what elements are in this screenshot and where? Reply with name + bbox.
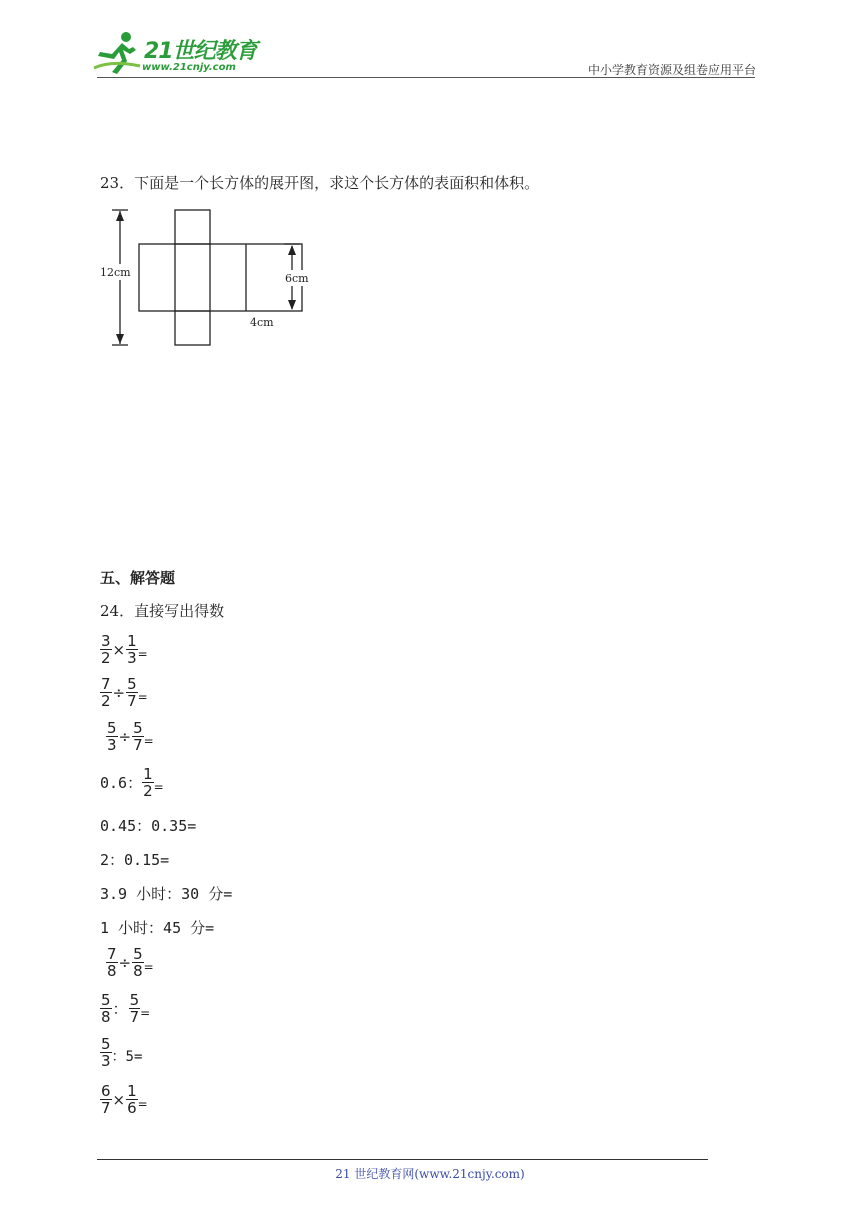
calc-item-6: 2：0.15= (100, 851, 170, 869)
page-header (0, 0, 860, 80)
calc-item-1: $\frac{3}{2}$ × $\frac{1}{3}$ = (101, 632, 148, 667)
fraction: $\frac{5}{7}$ (133, 719, 143, 754)
fraction: $\frac{6}{7}$ (101, 1082, 111, 1117)
question-23-text: 23．下面是一个长方体的展开图，求这个长方体的表面积和体积。 (100, 174, 540, 192)
calc-item-3: $\frac{5}{3}$ ÷ $\frac{5}{7}$ = (107, 719, 154, 754)
footer-text: 21 世纪教育网(www.21cnjy.com) (335, 1167, 525, 1181)
header-divider (97, 77, 755, 78)
label-6cm: 6cm (285, 272, 309, 285)
fraction: $\frac{1}{2}$ (143, 765, 153, 800)
question-24-text: 24．直接写出得数 (100, 602, 225, 620)
fraction: $\frac{5}{8}$ (133, 945, 143, 980)
logo-url: www.21cnjy.com (142, 62, 236, 73)
calc-item-8: 1 小时：45 分= (100, 919, 215, 937)
label-4cm: 4cm (250, 316, 274, 329)
calc-item-7: 3.9 小时：30 分= (100, 885, 233, 903)
fraction: $\frac{3}{2}$ (101, 632, 111, 667)
header-platform-text: 中小学教育资源及组卷应用平台 (587, 63, 756, 77)
calc-item-10: $\frac{5}{8}$ ： $\frac{5}{7}$ = (101, 991, 151, 1026)
fraction: $\frac{5}{7}$ (127, 675, 137, 710)
section-title: 五、解答题 (100, 569, 176, 587)
fraction: $\frac{7}{2}$ (101, 675, 111, 710)
fraction: $\frac{1}{3}$ (127, 632, 137, 667)
calc-item-9: $\frac{7}{8}$ ÷ $\frac{5}{8}$ = (107, 945, 154, 980)
runner-logo-icon (92, 30, 144, 76)
calc-item-2: $\frac{7}{2}$ ÷ $\frac{5}{7}$ = (101, 675, 148, 710)
fraction: $\frac{7}{8}$ (107, 945, 117, 980)
footer-divider (97, 1159, 708, 1160)
site-logo (92, 30, 262, 78)
label-12cm: 12cm (100, 266, 131, 279)
calc-item-5: 0.45：0.35= (100, 817, 197, 835)
fraction: $\frac{1}{6}$ (127, 1082, 137, 1117)
fraction: $\frac{5}{3}$ (107, 719, 117, 754)
cuboid-net-diagram (98, 206, 330, 350)
calc-item-11: $\frac{5}{3}$ ：5= (101, 1035, 143, 1070)
logo-text: 21世纪教育 (144, 39, 257, 64)
calc-item-12: $\frac{6}{7}$ × $\frac{1}{6}$ = (101, 1082, 148, 1117)
fraction: $\frac{5}{3}$ (101, 1035, 111, 1070)
fraction: $\frac{5}{8}$ (101, 991, 111, 1026)
calc-item-4: 0.6： $\frac{1}{2}$ = (100, 765, 164, 800)
fraction: $\frac{5}{7}$ (129, 991, 140, 1026)
